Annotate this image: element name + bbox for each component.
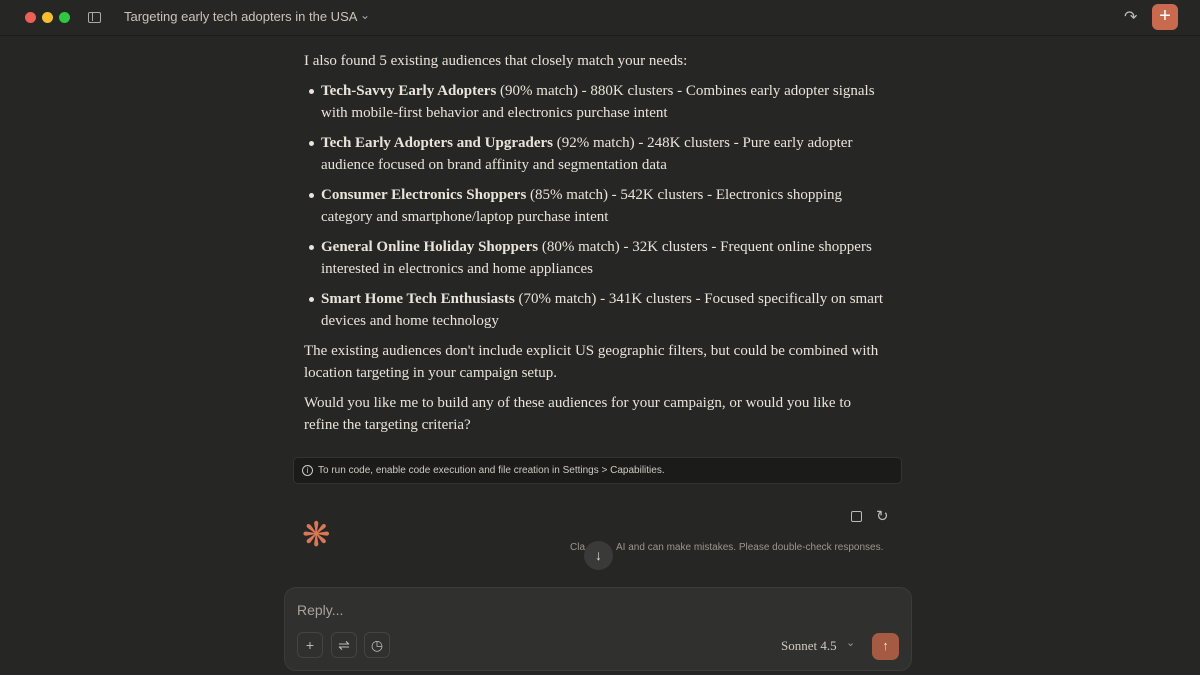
audience-detail: (92% match) - 248K clusters - Pure early adopter audience focused on brand affinity and segmentation data (321, 135, 853, 173)
notice-text: To run code, enable code execution and file creation in Settings > Capabilities. (318, 465, 665, 476)
audience-detail: (90% match) - 880K clusters - Combines early adopter signals with mobile-first behavior and electronics purchase intent (321, 83, 875, 121)
capabilities-notice (293, 457, 902, 484)
list-item (304, 184, 884, 228)
list-item (304, 288, 884, 332)
disclaimer-text: AI and can make mistakes. Please double-check responses. (616, 542, 884, 553)
info-icon: i (302, 465, 313, 476)
title-bar (0, 0, 1200, 36)
audience-detail: (80% match) - 32K clusters - Frequent online shoppers interested in electronics and home appliances (321, 239, 872, 277)
audience-detail: (70% match) - 341K clusters - Focused specifically on smart devices and home technology (321, 291, 884, 329)
audience-name: General Online Holiday Shoppers (321, 239, 539, 255)
intro-text: I also found 5 existing audiences that closely match your needs: (304, 53, 688, 69)
copy-icon[interactable] (851, 511, 862, 522)
reply-input[interactable]: Reply... (297, 602, 344, 618)
scroll-down-button[interactable]: ↓ (584, 541, 613, 570)
list-item (304, 236, 884, 280)
claude-logo-icon: ❋ (302, 516, 331, 554)
note-text: The existing audiences don't include explicit US geographic filters, but could be combined with location targeting in your campaign setup. (304, 343, 879, 381)
question-text: Would you like me to build any of these audiences for your campaign, or would you like to refine the targeting criteria? (304, 395, 852, 433)
list-item (304, 80, 884, 124)
chevron-down-icon[interactable]: ⌄ (846, 637, 856, 649)
chevron-down-icon[interactable]: ⌄ (360, 8, 371, 22)
minimize-window-button[interactable] (42, 12, 53, 23)
reply-composer[interactable] (284, 587, 912, 671)
list-item (304, 132, 884, 176)
audience-name: Tech-Savvy Early Adopters (321, 83, 497, 99)
maximize-window-button[interactable] (59, 12, 70, 23)
retry-icon[interactable]: ↻ (876, 508, 889, 525)
close-window-button[interactable] (25, 12, 36, 23)
assistant-message (304, 50, 884, 444)
history-clock-button[interactable]: ◷ (364, 632, 390, 658)
audience-name: Tech Early Adopters and Upgraders (321, 135, 553, 151)
share-icon[interactable]: ↷ (1124, 9, 1138, 26)
audience-detail: (85% match) - 542K clusters - Electronics shopping category and smartphone/laptop purchase intent (321, 187, 843, 225)
new-chat-button[interactable]: + (1152, 4, 1178, 30)
tools-settings-button[interactable]: ⇌ (331, 632, 357, 658)
disclaimer-start: Cla (570, 542, 586, 553)
send-button[interactable]: ↑ (872, 633, 899, 660)
model-selector[interactable]: Sonnet 4.5 (781, 638, 837, 653)
add-attachment-button[interactable]: + (297, 632, 323, 658)
audience-name: Smart Home Tech Enthusiasts (321, 291, 515, 307)
audience-name: Consumer Electronics Shoppers (321, 187, 527, 203)
audience-list (304, 80, 884, 332)
sidebar-toggle-icon[interactable] (88, 12, 101, 23)
conversation-title[interactable]: Targeting early tech adopters in the USA (124, 9, 358, 24)
